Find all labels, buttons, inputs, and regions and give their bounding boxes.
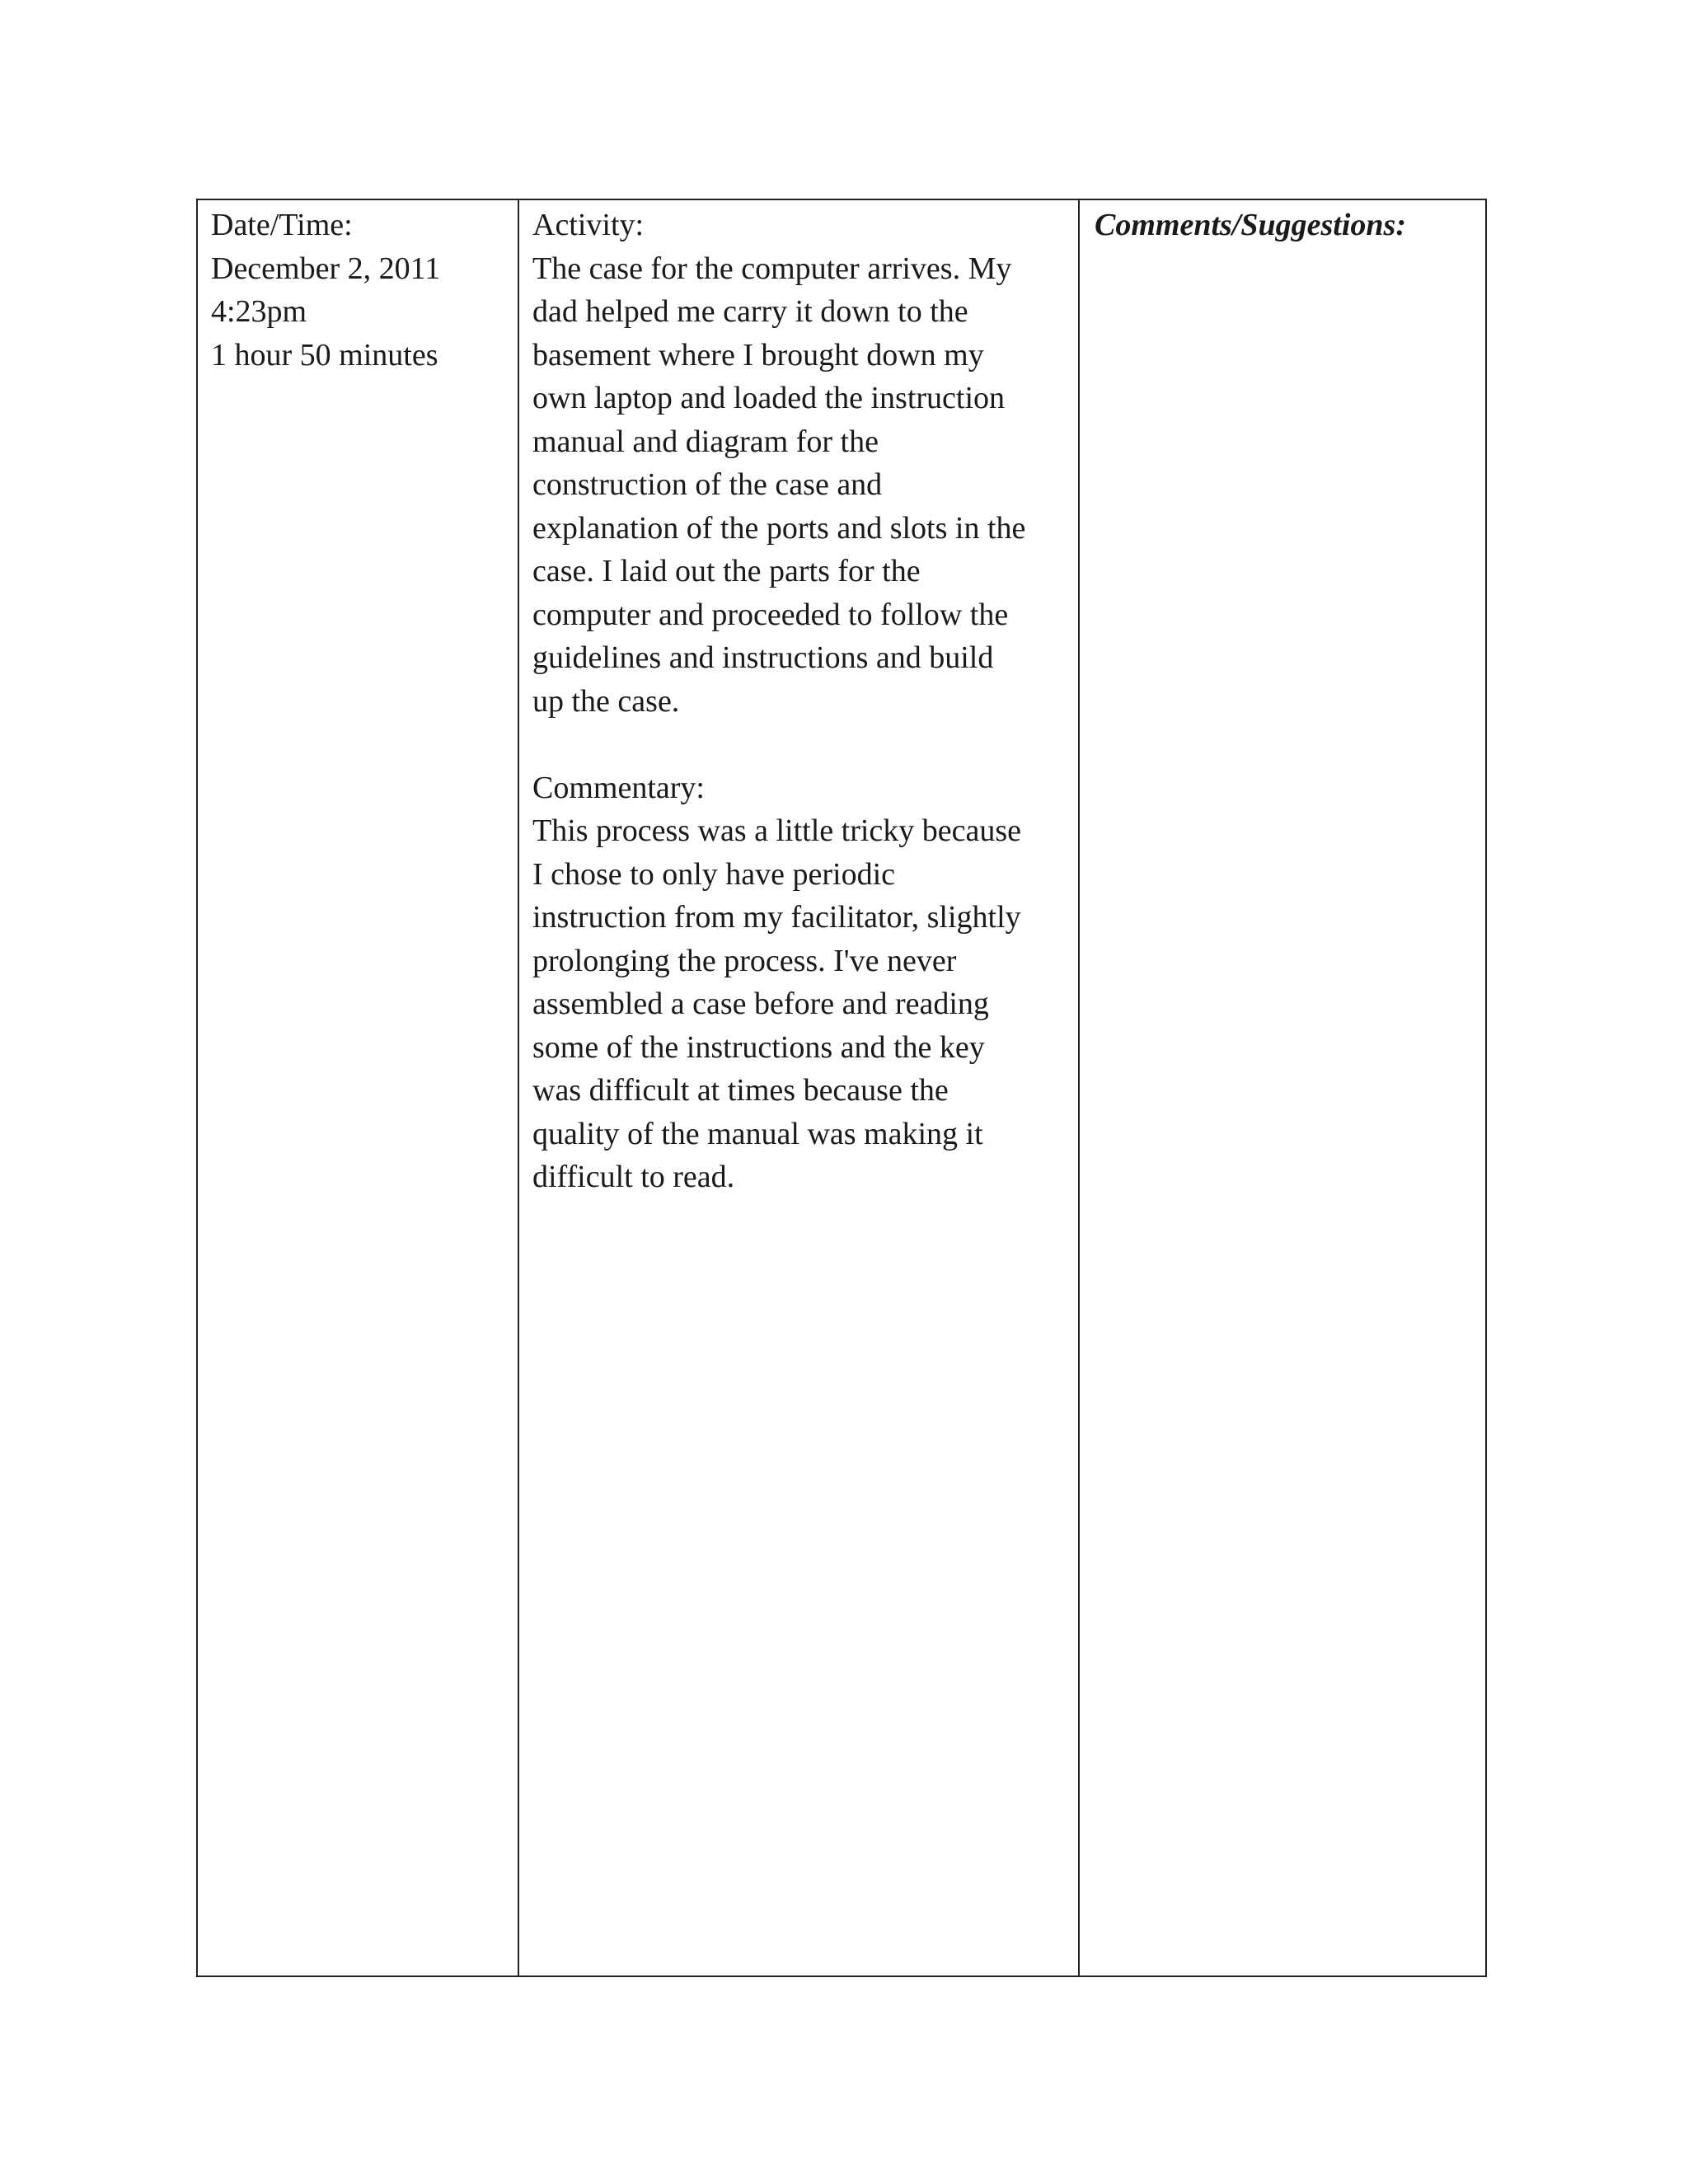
date-time-label: Date/Time:	[211, 208, 353, 242]
commentary-text-line: quality of the manual was making it	[532, 1116, 983, 1151]
activity-text-line: guidelines and instructions and build	[532, 640, 994, 675]
comments-suggestions-label: Comments/Suggestions:	[1095, 208, 1406, 242]
activity-text-line: manual and diagram for the	[532, 424, 879, 459]
activity-cell	[519, 200, 1080, 1975]
activity-text-line: own laptop and loaded the instruction	[532, 381, 1006, 415]
commentary-label: Commentary:	[532, 770, 705, 805]
commentary-text-line: was difficult at times because the	[532, 1073, 949, 1108]
entry-time: 4:23pm	[211, 294, 307, 329]
commentary-text-line: assembled a case before and reading	[532, 987, 989, 1021]
commentary-text-line: instruction from my facilitator, slightly	[532, 900, 1021, 935]
entry-duration: 1 hour 50 minutes	[211, 337, 438, 373]
date-time-cell	[198, 200, 519, 1975]
commentary-text-line: prolonging the process. I've never	[532, 943, 957, 978]
comments-cell	[1080, 200, 1485, 1975]
activity-text-line: dad helped me carry it down to the	[532, 294, 968, 329]
paragraph-gap	[532, 723, 1070, 766]
activity-text-line: explanation of the ports and slots in the	[532, 510, 1026, 546]
activity-label: Activity:	[532, 208, 645, 242]
entry-date: December 2, 2011	[211, 251, 441, 286]
log-table	[196, 199, 1487, 1977]
commentary-text-line: I chose to only have periodic	[532, 856, 896, 892]
activity-text-line: up the case.	[532, 683, 680, 719]
commentary-text-line: some of the instructions and the key	[532, 1029, 985, 1065]
activity-text-line: construction of the case and	[532, 467, 883, 502]
commentary-text-line: difficult to read.	[532, 1160, 735, 1194]
commentary-text-line: This process was a little tricky because	[532, 813, 1022, 848]
activity-text-line: computer and proceeded to follow the	[532, 597, 1009, 632]
activity-text-line: The case for the computer arrives. My	[532, 251, 1012, 286]
activity-text-line: basement where I brought down my	[532, 337, 984, 373]
activity-text-line: case. I laid out the parts for the	[532, 554, 921, 588]
